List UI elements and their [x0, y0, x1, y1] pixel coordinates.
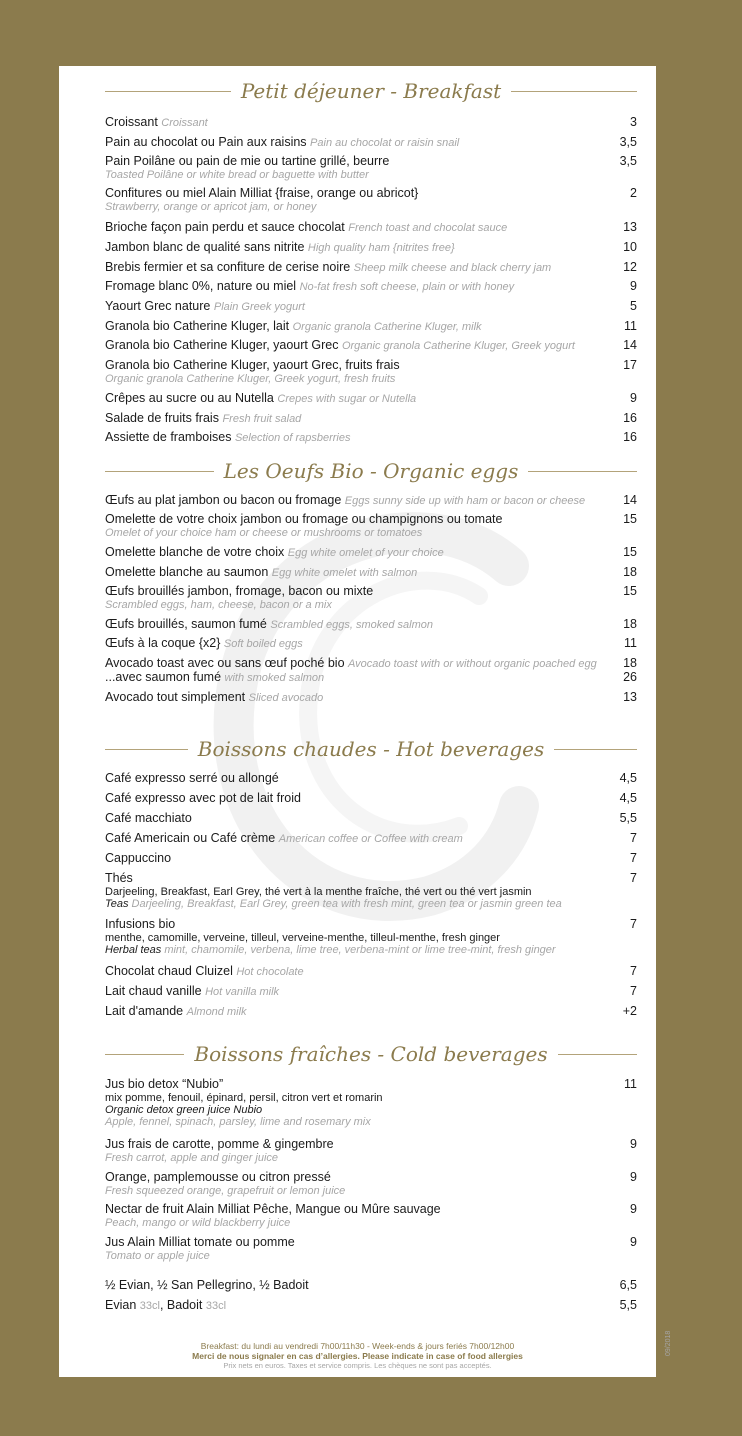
item-price: 7: [630, 917, 637, 931]
item-detail: jambon, fromage, bacon ou mixte: [187, 584, 374, 598]
menu-item: [105, 565, 637, 581]
menu-item: [105, 636, 637, 652]
item-price: 5: [630, 299, 637, 313]
section-title: Les Oeufs Bio - Organic eggs: [223, 459, 519, 483]
item-english: Soft boiled eggs: [223, 638, 303, 650]
item-text: tartine grillé, beurre: [281, 154, 390, 168]
menu-item: [105, 299, 637, 315]
item-price: 18: [623, 617, 637, 631]
item-price: 4,5: [619, 771, 637, 785]
item-text: Granola bio Catherine Kluger, yaourt Grec: [105, 338, 339, 352]
item-english: 33cl: [139, 1300, 160, 1312]
item-english: French toast and chocolat sauce: [348, 222, 508, 234]
item-text: Omelette de votre choix: [105, 512, 238, 526]
item-line: [105, 1137, 637, 1152]
item-line: [105, 135, 637, 151]
menu-item: [105, 1202, 637, 1229]
item-english: Fresh squeezed orange, grapefruit or lemon juice: [105, 1185, 346, 1197]
item-detail: serré ou allongé: [189, 771, 279, 785]
header-rule-left: [105, 749, 188, 750]
item-text: ½ Evian, ½ San Pellegrino, ½ Badoit: [105, 1278, 309, 1292]
section-title: Boissons chaudes - Hot beverages: [197, 737, 545, 761]
menu-item: [105, 512, 637, 539]
item-english: Fresh carrot, apple and ginger juice: [105, 1152, 279, 1164]
item-price: 17: [623, 358, 637, 372]
item-detail: ou: [264, 154, 279, 168]
item-english: Egg white omelet with salmon: [271, 567, 418, 579]
item-price: 14: [623, 338, 637, 352]
item-english: mint, chamomile, verbena, lime tree, verbena-mint or lime tree-mint, fresh ginger: [164, 944, 556, 956]
item-text: Café macchiato: [105, 811, 192, 825]
menu-item: [105, 493, 637, 509]
item-text: Œufs brouillés, saumon fumé: [105, 617, 267, 631]
item-line: [105, 220, 637, 236]
item-detail: ou: [241, 1170, 256, 1184]
item-english: No-fat fresh soft cheese, plain or with honey: [299, 281, 515, 293]
menu-item: [105, 917, 637, 956]
item-price: 3,5: [619, 135, 637, 149]
item-price: 14: [623, 493, 637, 507]
item-text: Granola bio Catherine Kluger, lait: [105, 319, 290, 333]
item-subtext: menthe, camomille, verveine, tilleul, verveine-menthe, tilleul-menthe, fresh ginger: [105, 932, 500, 944]
menu-item: [105, 690, 637, 706]
item-detail: jambon ou bacon ou fromage: [178, 493, 342, 507]
item-text: Thés: [105, 871, 133, 885]
item-text: Pain aux raisins: [218, 135, 307, 149]
item-english: Organic granola Catherine Kluger, Greek yogurt: [341, 340, 575, 352]
item-text: Avocado toast: [105, 656, 184, 670]
item-english: Scrambled eggs, ham, cheese, bacon or a mix: [105, 599, 332, 611]
item-text: au Nutella: [217, 391, 274, 405]
item-english: Organic granola Catherine Kluger, Greek yogurt, fresh fruits: [105, 373, 396, 385]
menu-item: [105, 771, 637, 786]
item-detail: jambon ou fromage ou champignons ou tomate: [240, 512, 503, 526]
item-price: 11: [624, 636, 637, 650]
section-title: Boissons fraîches - Cold beverages: [194, 1042, 548, 1066]
item-line: [105, 831, 637, 847]
item-english: with smoked salmon: [224, 672, 325, 684]
item-text: Teas: [105, 898, 129, 910]
item-text: Brebis fermier et sa confiture de cerise noire: [105, 260, 351, 274]
item-price: 7: [630, 871, 637, 885]
menu-item: [105, 1298, 637, 1314]
item-line: [105, 851, 637, 866]
item-line: [105, 1298, 637, 1314]
item-text: Lait chaud vanille: [105, 984, 202, 998]
item-english: Pain au chocolat or raisin snail: [310, 137, 460, 149]
item-english: Omelet of your choice ham or cheese or mushrooms or tomatoes: [105, 527, 423, 539]
item-english: Croissant: [161, 117, 208, 129]
menu-item: [105, 430, 637, 446]
item-text: Œufs brouillés: [105, 584, 185, 598]
item-english: Crepes with sugar or Nutella: [277, 393, 417, 405]
item-english: Eggs sunny side up with ham or bacon or cheese: [344, 495, 586, 507]
item-price: 7: [630, 851, 637, 865]
item-text: Nectar de fruit Alain Milliat: [105, 1202, 250, 1216]
item-line: [105, 791, 637, 806]
header-rule-right: [528, 471, 637, 472]
item-price: 9: [630, 1137, 637, 1151]
item-price: 15: [623, 584, 637, 598]
item-english: Avocado toast with or without organic poached egg: [348, 658, 597, 670]
item-line: [105, 1235, 637, 1250]
item-line: [105, 636, 637, 652]
item-price: 7: [630, 831, 637, 845]
item-english: Darjeeling, Breakfast, Earl Grey, green tea with fresh mint, green tea or jasmin green tea: [131, 898, 562, 910]
menu-item: [105, 279, 637, 295]
section-header-eggs: [105, 456, 637, 486]
opening-hours: Breakfast: du lundi au vendredi 7h00/11h30 - Week-ends & jours feriés 7h00/12h00: [200, 1341, 515, 1351]
item-detail: avec ou sans œuf poché bio: [187, 656, 345, 670]
price-notice: Prix nets en euros. Taxes et service compris. Les chèques ne sont pas acceptés.: [223, 1361, 492, 1370]
item-price: 10: [623, 240, 637, 254]
item-price: 9: [630, 1202, 637, 1216]
item-price: 16: [623, 411, 637, 425]
item-price: 5,5: [619, 1298, 637, 1312]
item-price: 11: [624, 319, 637, 333]
item-english: American coffee or Coffee with cream: [278, 833, 463, 845]
menu-item: [105, 338, 637, 354]
menu-item: [105, 115, 637, 131]
item-line: [105, 617, 637, 633]
item-line: [105, 917, 637, 932]
item-line: [105, 771, 637, 786]
item-text: Cappuccino: [105, 851, 172, 865]
item-price: 2: [630, 186, 637, 200]
item-text: Jambon blanc de qualité sans nitrite: [105, 240, 305, 254]
item-line: [105, 1077, 637, 1092]
item-price: 15: [623, 512, 637, 526]
item-subtext: Darjeeling, Breakfast, Earl Grey, thé vert à la menthe fraîche, thé vert ou thé vert jasmin: [105, 886, 532, 898]
item-english: Fresh fruit salad: [222, 413, 302, 425]
item-line: [105, 984, 637, 1000]
item-line: [105, 493, 637, 509]
item-english: 33cl: [205, 1300, 227, 1312]
item-text: , Badoit: [159, 1298, 203, 1312]
item-text: Café expresso: [105, 771, 186, 785]
item-english: Sheep milk cheese and black cherry jam: [353, 262, 552, 274]
item-text: ...avec saumon fumé: [105, 670, 222, 684]
item-text: Yaourt Grec nature: [105, 299, 211, 313]
header-rule-left: [105, 91, 231, 92]
item-text: Croissant: [105, 115, 158, 129]
item-price: 9: [630, 1235, 637, 1249]
item-price: 13: [623, 220, 637, 234]
item-line: [105, 186, 637, 201]
item-english: Selection of rapsberries: [234, 432, 351, 444]
item-text: Brioche façon pain perdu et sauce chocolat: [105, 220, 345, 234]
item-price: 3,5: [619, 154, 637, 168]
item-text: Jus bio detox “Nubio”: [105, 1077, 224, 1091]
item-detail: {x2}: [198, 636, 221, 650]
item-line: [105, 1170, 637, 1185]
item-text: Pain au chocolat: [105, 135, 198, 149]
menu-item: [105, 1278, 637, 1293]
item-line: [105, 811, 637, 826]
item-price: 11: [624, 1077, 637, 1091]
item-subtext: Organic detox green juice Nubio: [105, 1104, 263, 1116]
item-subtext: mix pomme, fenouil, épinard, persil, citron vert et romarin: [105, 1092, 383, 1104]
item-english: Egg white omelet of your choice: [287, 547, 444, 559]
item-price: 9: [630, 391, 637, 405]
item-detail: ou: [200, 135, 215, 149]
item-english: Peach, mango or wild blackberry juice: [105, 1217, 291, 1229]
item-text: Jus Alain Milliat: [105, 1235, 191, 1249]
item-detail: ou: [200, 391, 215, 405]
item-english: Plain Greek yogurt: [213, 301, 305, 313]
item-price: 9: [630, 1170, 637, 1184]
item-text: Crêpes au sucre: [105, 391, 197, 405]
menu-item: [105, 319, 637, 335]
item-line: [105, 279, 637, 295]
item-price: 12: [623, 260, 637, 274]
menu-item: [105, 1077, 637, 1128]
item-price: 13: [623, 690, 637, 704]
menu-item: [105, 670, 637, 686]
item-line: [105, 584, 637, 599]
menu-item: [105, 154, 637, 181]
item-text: citron pressé: [259, 1170, 331, 1184]
item-price: 7: [630, 964, 637, 978]
item-english: Hot chocolate: [236, 966, 304, 978]
item-detail: tomate ou pomme: [193, 1235, 295, 1249]
menu-item: [105, 984, 637, 1000]
item-text: Lait d'amande: [105, 1004, 184, 1018]
item-english: High quality ham {nitrites free}: [307, 242, 455, 254]
item-text: Omelette blanche de votre choix: [105, 545, 285, 559]
menu-item: [105, 791, 637, 806]
menu-item: [105, 135, 637, 151]
item-english: Almond milk: [186, 1006, 247, 1018]
menu-item: [105, 1137, 637, 1164]
item-text: Chocolat chaud Cluizel: [105, 964, 233, 978]
item-line: [105, 358, 637, 373]
item-english: Apple, fennel, spinach, parsley, lime and rosemary mix: [105, 1116, 371, 1128]
menu-item: [105, 964, 637, 980]
print-code: 09/2018: [665, 1330, 672, 1356]
item-english: Toasted Poilâne or white bread or baguette with butter: [105, 169, 369, 181]
item-line: [105, 545, 637, 561]
menu-item: [105, 391, 637, 407]
item-text: Café expresso avec pot de lait froid: [105, 791, 301, 805]
item-english: Organic granola Catherine Kluger, milk: [292, 321, 482, 333]
menu-item: [105, 240, 637, 256]
item-detail: ou: [178, 154, 193, 168]
menu-item: [105, 584, 637, 611]
header-rule-left: [105, 1054, 184, 1055]
item-text: Œufs à la coque: [105, 636, 196, 650]
item-price: 16: [623, 430, 637, 444]
header-rule-left: [105, 471, 214, 472]
item-detail: ou: [193, 831, 208, 845]
menu-item: [105, 1235, 637, 1262]
item-text: Granola bio Catherine Kluger, yaourt Grec, fruits frais: [105, 358, 400, 372]
menu-item: [105, 186, 637, 213]
item-line: [105, 690, 637, 706]
item-line: [105, 411, 637, 427]
section-title: Petit déjeuner - Breakfast: [240, 79, 502, 103]
item-line: [105, 964, 637, 980]
header-rule-right: [511, 91, 637, 92]
item-english: Tomato or apple juice: [105, 1250, 210, 1262]
item-subtext: [105, 944, 637, 956]
item-text: Café Americain: [105, 831, 190, 845]
item-text: Omelette blanche au saumon: [105, 565, 269, 579]
menu-item: [105, 545, 637, 561]
item-text: Café crème: [210, 831, 276, 845]
item-text: Assiette de framboises: [105, 430, 232, 444]
item-price: 18: [623, 565, 637, 579]
item-price: 7: [630, 984, 637, 998]
allergy-notice: Merci de nous signaler en cas d’allergies. Please indicate in case of food allergies: [192, 1351, 523, 1361]
item-text: Jus frais de carotte, pomme & gingembre: [105, 1137, 334, 1151]
item-line: [105, 871, 637, 886]
item-price: 4,5: [619, 791, 637, 805]
menu-item: [105, 411, 637, 427]
item-line: [105, 319, 637, 335]
item-text: Infusions bio: [105, 917, 176, 931]
item-text: Orange, pamplemousse: [105, 1170, 239, 1184]
menu-item: [105, 220, 637, 236]
item-line: [105, 565, 637, 581]
item-price: 6,5: [619, 1278, 637, 1292]
item-line: [105, 391, 637, 407]
item-text: Pain Poilâne: [105, 154, 176, 168]
menu-item: [105, 358, 637, 385]
header-rule-right: [554, 749, 637, 750]
item-subtext: [105, 898, 637, 910]
item-line: [105, 670, 637, 686]
item-text: Avocado tout simplement: [105, 690, 246, 704]
item-price: 15: [623, 545, 637, 559]
item-line: [105, 240, 637, 256]
item-price: 5,5: [619, 811, 637, 825]
item-detail: Pêche, Mangue ou Mûre sauvage: [253, 1202, 441, 1216]
section-header-cold: [105, 1039, 637, 1069]
item-price: 18: [623, 656, 637, 670]
item-line: [105, 430, 637, 446]
header-rule-right: [558, 1054, 637, 1055]
item-line: [105, 1278, 637, 1293]
item-text: Salade de fruits frais: [105, 411, 219, 425]
footer: [59, 1341, 656, 1370]
item-line: [105, 512, 637, 527]
menu-item: [105, 617, 637, 633]
item-text: Confitures ou miel Alain Milliat {fraise, orange ou abricot}: [105, 186, 419, 200]
menu-item: [105, 831, 637, 847]
menu-item: [105, 260, 637, 276]
item-price: +2: [622, 1004, 637, 1018]
item-line: [105, 299, 637, 315]
section-header-hot: [105, 734, 637, 764]
menu-item: [105, 811, 637, 826]
item-text: Evian: [105, 1298, 137, 1312]
item-english: Sliced avocado: [248, 692, 324, 704]
item-text: pain de mie: [196, 154, 261, 168]
item-line: [105, 338, 637, 354]
item-english: Strawberry, orange or apricot jam, or honey: [105, 201, 317, 213]
item-price: 9: [630, 279, 637, 293]
item-english: Scrambled eggs, smoked salmon: [270, 619, 434, 631]
menu-item: [105, 851, 637, 866]
item-line: [105, 154, 637, 169]
menu-item: [105, 871, 637, 910]
item-text: Œufs au plat: [105, 493, 176, 507]
menu-item: [105, 1170, 637, 1197]
item-line: [105, 1004, 637, 1020]
menu-item: [105, 1004, 637, 1020]
item-price: 3: [630, 115, 637, 129]
item-price: 26: [623, 670, 637, 684]
item-line: [105, 1202, 637, 1217]
item-line: [105, 115, 637, 131]
menu-page: [59, 66, 672, 1377]
item-text: Fromage blanc 0%, nature ou miel: [105, 279, 297, 293]
item-line: [105, 260, 637, 276]
item-text: Herbal teas: [105, 944, 162, 956]
section-header-breakfast: [105, 76, 637, 106]
item-english: Hot vanilla milk: [205, 986, 280, 998]
